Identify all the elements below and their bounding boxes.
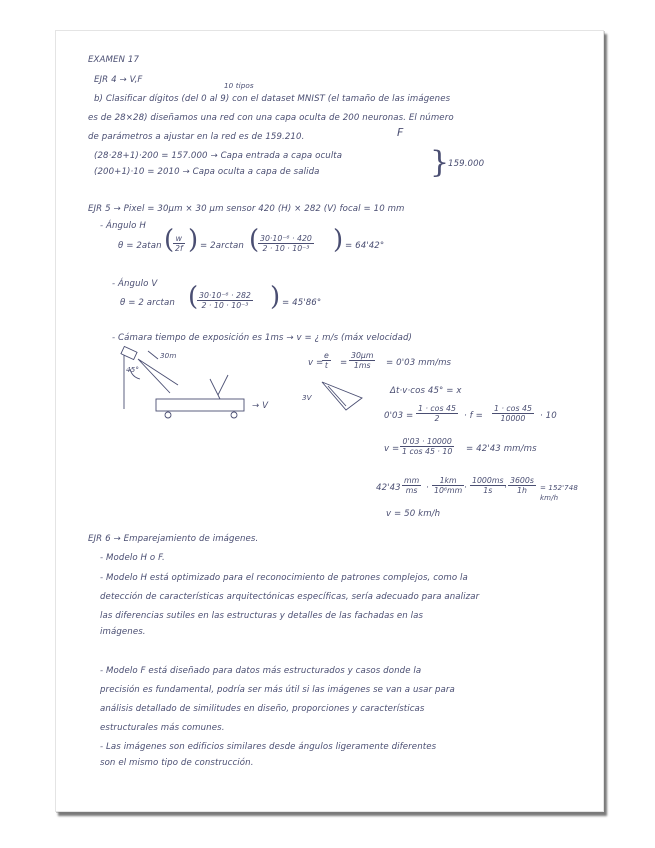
text-line: imágenes. xyxy=(100,627,146,637)
cart-wheel xyxy=(231,412,237,418)
exercise-4-heading: EJR 4 → V,F xyxy=(94,75,143,85)
text-line: análisis detallado de similitudes en diseño, proporciones y características xyxy=(100,704,425,714)
denominator: 1ms xyxy=(353,361,371,370)
denominator: 10⁶mm xyxy=(434,486,463,495)
operator: · xyxy=(426,483,429,493)
text-line: - Modelo H o F. xyxy=(100,553,165,563)
paren: ) xyxy=(333,225,344,255)
equation: v = xyxy=(384,444,400,454)
denominator: 2 · 10 · 10⁻³ xyxy=(201,301,249,310)
triangle-label: 3V xyxy=(302,393,312,402)
denominator: 10000 xyxy=(500,414,526,423)
result: = 42'43 mm/ms xyxy=(466,444,537,454)
result: = 152'748 km/h xyxy=(540,483,578,502)
numerator: w xyxy=(173,234,185,244)
fraction xyxy=(258,234,314,253)
operator: · xyxy=(464,483,467,493)
equation: 42'43 xyxy=(376,483,401,493)
text-line: b) Clasificar dígitos (del 0 al 9) con el dataset MNIST (el tamaño de las imágenes xyxy=(94,94,451,104)
equation: · f = xyxy=(464,411,483,421)
paren: ) xyxy=(270,282,281,312)
final-answer: v = 50 km/h xyxy=(386,509,441,519)
paren: ( xyxy=(249,225,260,255)
camera-line: - Cámara tiempo de exposición es 1ms → v = ¿ m/s (máx velocidad) xyxy=(112,333,412,343)
fraction xyxy=(173,234,185,253)
text-line: las diferencias sutiles en las estructuras y detalles de las fachadas en las xyxy=(100,611,424,621)
fraction xyxy=(492,404,534,423)
triangle-sketch xyxy=(318,378,368,418)
field-of-view xyxy=(138,359,178,393)
fraction xyxy=(470,476,506,495)
equation: = 2arctan xyxy=(200,241,244,251)
numerator: 1 · cos 45 xyxy=(494,404,532,413)
denominator: 2f xyxy=(175,244,183,253)
text-line: es de 28×28) diseñamos una red con una capa oculta de 200 neuronas. El número xyxy=(88,113,454,123)
numerator: mm xyxy=(404,476,420,485)
text-line: de parámetros a ajustar en la red es de 159.210. xyxy=(88,132,305,142)
numerator: 1000ms xyxy=(472,476,504,485)
camera-sketch xyxy=(118,349,248,429)
denominator: 2 · 10 · 10⁻³ xyxy=(262,244,310,253)
equation: = xyxy=(340,358,348,368)
fraction xyxy=(402,476,421,495)
object-shape xyxy=(210,375,228,399)
text-line: - Modelo F está diseñado para datos más estructurados y casos donde la xyxy=(100,666,422,676)
equation: · 10 xyxy=(540,411,557,421)
exercise-6-heading: EJR 6 → Emparejamiento de imágenes. xyxy=(88,534,259,544)
text-line: detección de características arquitectónicas específicas, sería adecuado para analizar xyxy=(100,592,480,602)
angle-v-label: - Ángulo V xyxy=(112,279,158,289)
numerator: 30μm xyxy=(351,351,374,360)
fraction xyxy=(322,351,331,370)
text-line: - Modelo H está optimizado para el reconocimiento de patrones complejos, como la xyxy=(100,573,468,583)
numerator: 3600s xyxy=(510,476,534,485)
result: = 0'03 mm/ms xyxy=(386,358,452,368)
brace: } xyxy=(430,145,450,180)
exercise-5-heading: EJR 5 → Pixel = 30μm × 30 μm sensor 420 (H) × 282 (V) focal = 10 mm xyxy=(88,204,405,214)
annotation: 10 tipos xyxy=(224,81,254,90)
equation: 0'03 = xyxy=(384,411,414,421)
paren: ( xyxy=(164,225,175,255)
operator: · xyxy=(504,483,507,493)
text-line: estructurales más comunes. xyxy=(100,723,225,733)
fraction xyxy=(349,351,375,370)
text-line: precisión es fundamental, podría ser más útil si las imágenes se van a usar para xyxy=(100,685,455,695)
numerator: e xyxy=(324,351,329,360)
numerator: 1km xyxy=(432,476,464,486)
numerator: 30·10⁻⁶ · 420 xyxy=(260,234,312,243)
camera-body xyxy=(121,346,137,359)
calc-line: (28·28+1)·200 = 157.000 → Capa entrada a capa oculta xyxy=(94,151,343,161)
distance-mark xyxy=(148,351,158,359)
equation: θ = 2 arctan xyxy=(120,298,175,308)
equation: Δt·v·cos 45° = x xyxy=(390,386,462,396)
denominator: 1s xyxy=(483,486,493,495)
exam-sheet xyxy=(55,30,604,812)
angle-label: 45° xyxy=(126,365,140,374)
cart-wheel xyxy=(165,412,171,418)
text-line: son el mismo tipo de construcción. xyxy=(100,758,254,768)
angle-h-label: - Ángulo H xyxy=(100,221,146,231)
calc-line: (200+1)·10 = 2010 → Capa oculta a capa de salida xyxy=(94,167,320,177)
denominator: 1h xyxy=(517,486,527,495)
numerator: 30·10⁻⁶ · 282 xyxy=(199,291,251,300)
numerator: 1 · cos 45 xyxy=(418,404,456,413)
denominator: 1 cos 45 · 10 xyxy=(402,447,453,456)
cart-body xyxy=(156,399,244,411)
total-value: 159.000 xyxy=(448,159,485,169)
exam-title: EXAMEN 17 xyxy=(88,55,140,65)
result: = 64'42° xyxy=(345,241,385,251)
fraction xyxy=(400,437,454,456)
fraction xyxy=(432,476,464,495)
triangle-fill xyxy=(328,386,346,406)
numerator: 0'03 · 10000 xyxy=(400,437,454,447)
text-line: - Las imágenes son edificios similares desde ángulos ligeramente diferentes xyxy=(100,742,437,752)
equation: θ = 2atan xyxy=(118,241,162,251)
distance-label: 30m xyxy=(160,351,177,360)
equation: v = xyxy=(308,358,324,368)
denominator: ms xyxy=(405,486,418,495)
fraction xyxy=(197,291,253,310)
fraction xyxy=(508,476,536,495)
paren: ) xyxy=(188,225,199,255)
result: = 45'86° xyxy=(282,298,322,308)
paren: ( xyxy=(188,282,199,312)
motion-arrow: → V xyxy=(252,401,269,411)
denominator: 2 xyxy=(434,414,440,423)
answer-mark: F xyxy=(397,126,404,139)
fraction xyxy=(416,404,458,423)
denominator: t xyxy=(324,361,328,370)
